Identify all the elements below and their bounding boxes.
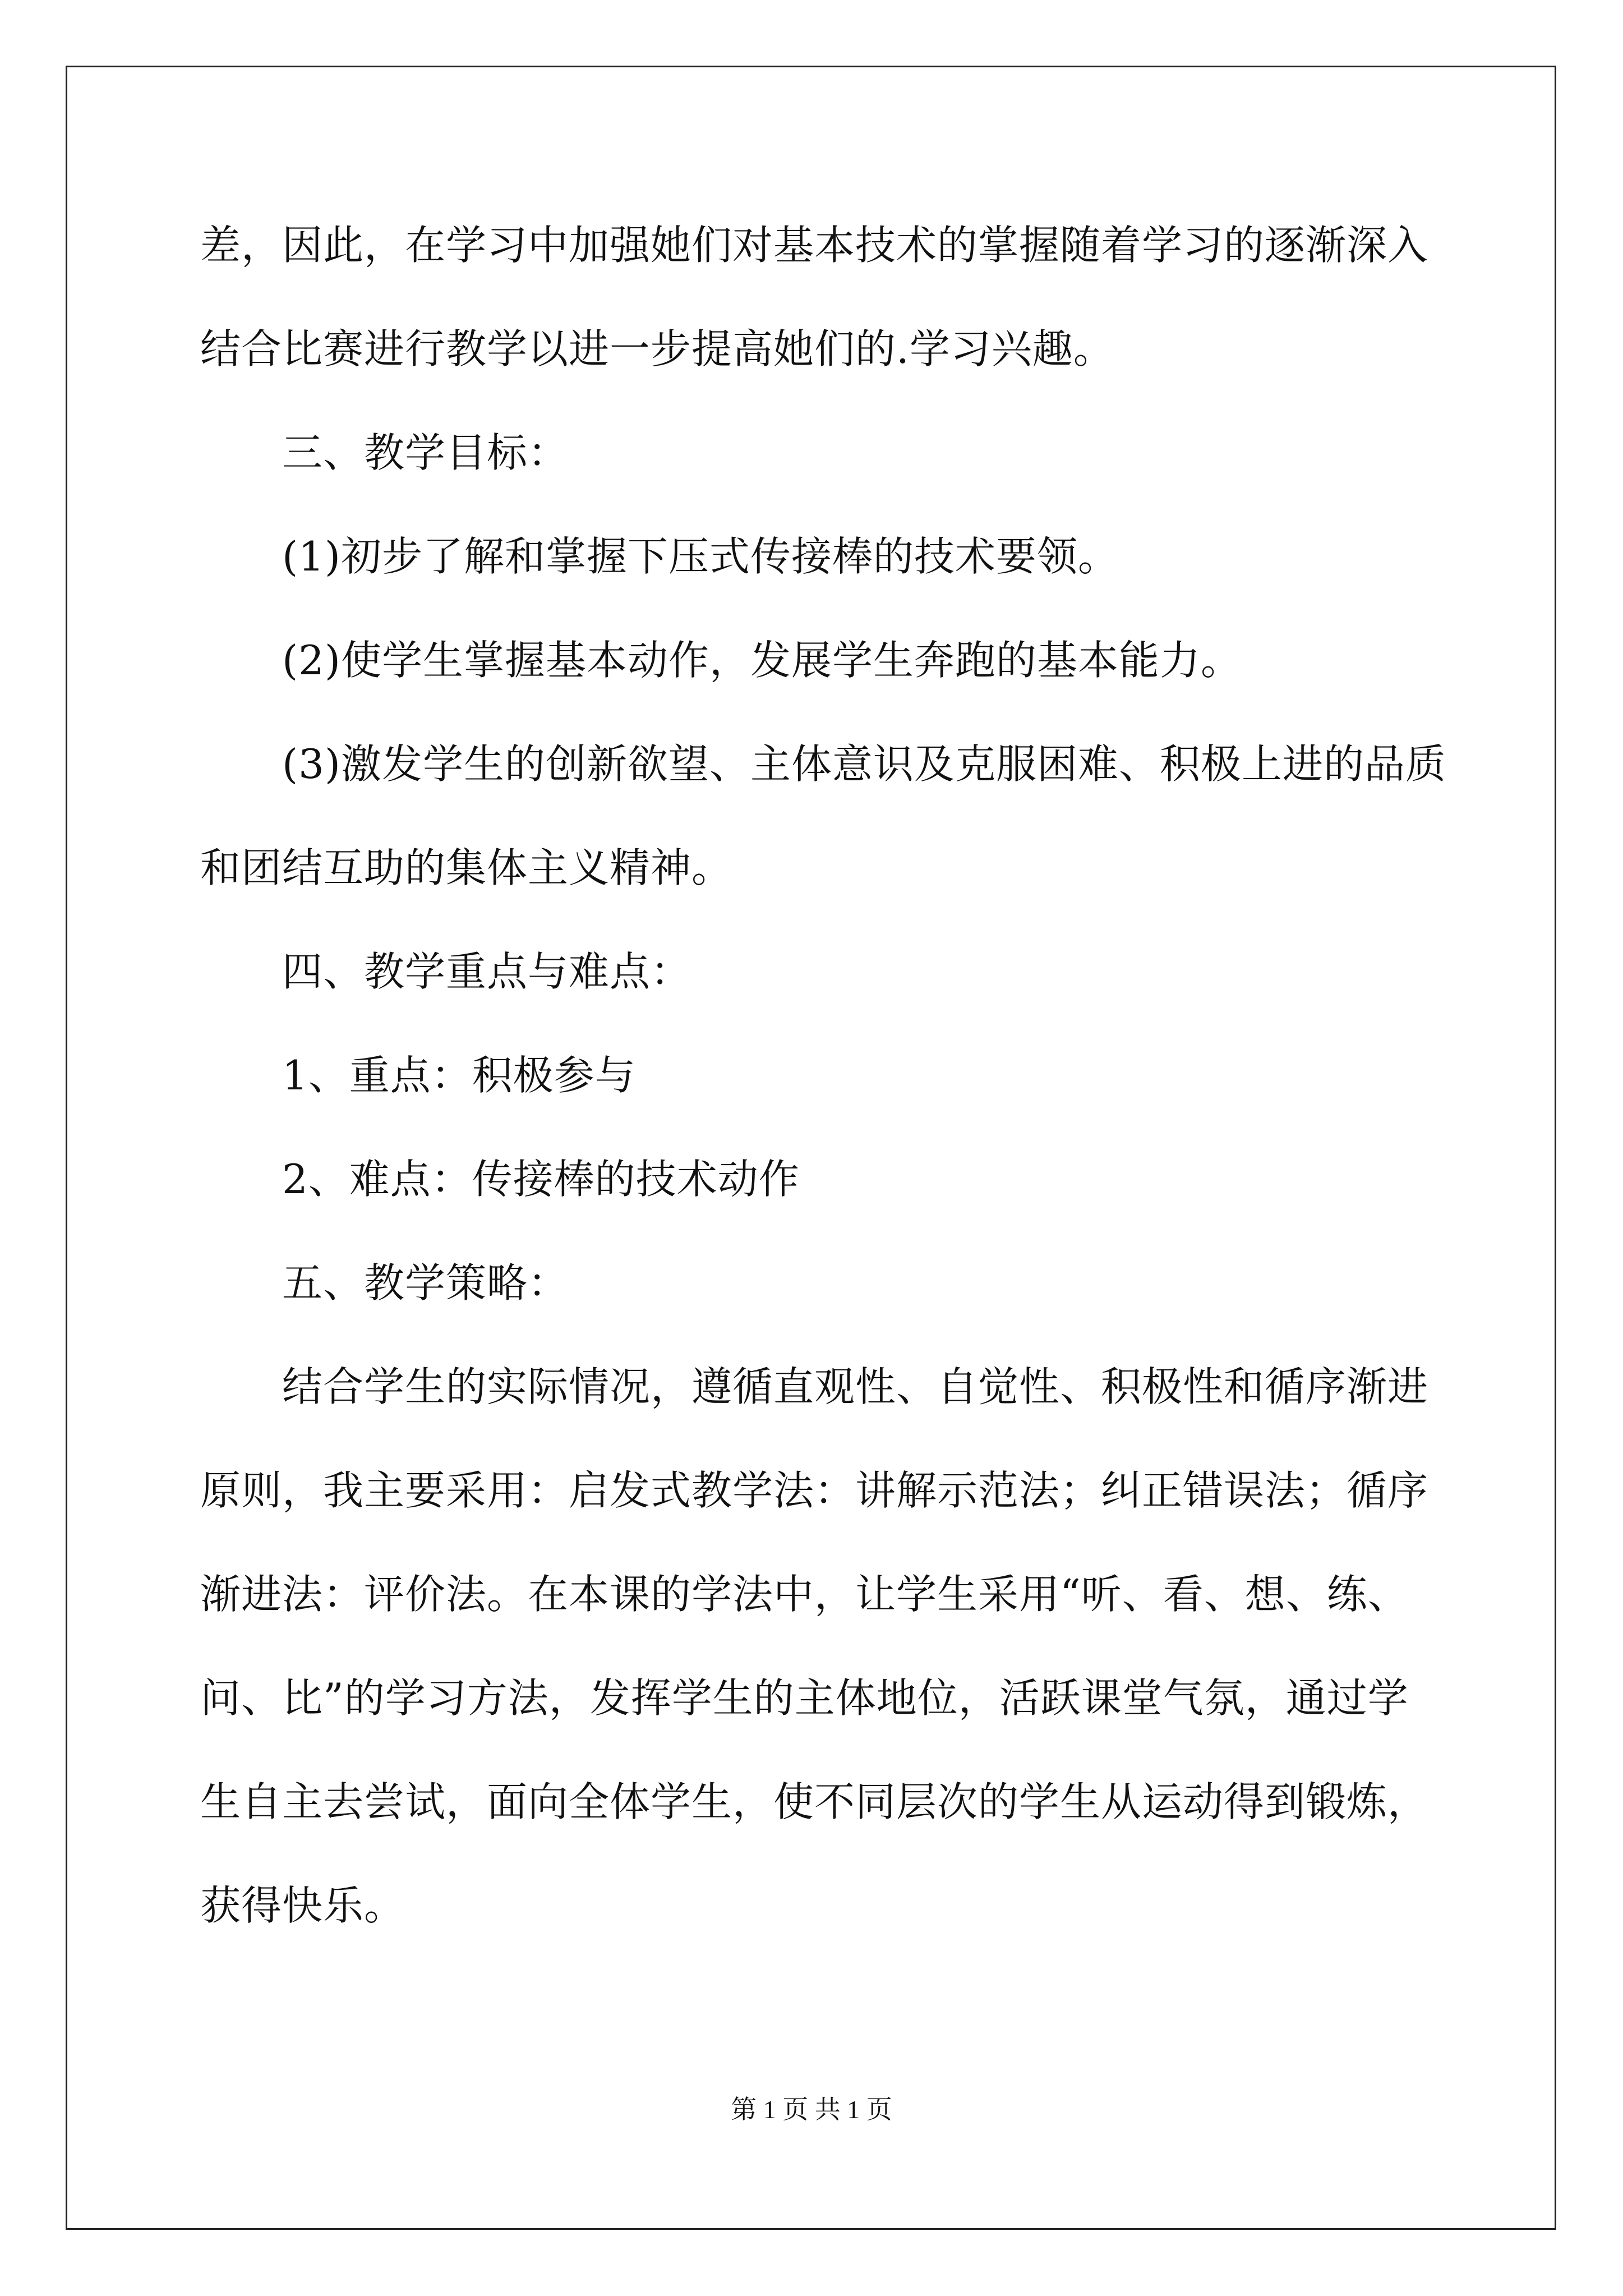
paragraph-line: 问、比”的学习方法，发挥学生的主体地位，活跃课堂气氛，通过学 — [200, 1674, 1409, 1722]
section-heading: 四、教学重点与难点： — [282, 948, 692, 995]
list-item: (1)初步了解和掌握下压式传接棒的技术要领。 — [282, 533, 1119, 580]
paragraph-line: 结合学生的实际情况，遵循直观性、自觉性、积极性和循序渐进 — [282, 1363, 1429, 1410]
paragraph-line: 和团结互助的集体主义精神。 — [200, 844, 733, 891]
paragraph-line: 渐进法：评价法。在本课的学法中，让学生采用“听、看、想、练、 — [200, 1571, 1409, 1618]
list-item: (3)激发学生的创新欲望、主体意识及克服困难、积极上进的品质 — [282, 740, 1446, 788]
paragraph-line: 原则，我主要采用：启发式教学法：讲解示范法；纠正错误法；循序 — [200, 1467, 1429, 1514]
page-number-footer: 第 1 页 共 1 页 — [731, 2095, 892, 2124]
section-heading: 三、教学目标： — [282, 429, 569, 476]
paragraph-line: 差，因此，在学习中加强她们对基本技术的掌握随着学习的逐渐深入 — [200, 222, 1429, 269]
paragraph-line: 结合比赛进行教学以进一步提高她们的.学习兴趣。 — [200, 325, 1114, 372]
paragraph-line: 获得快乐。 — [200, 1882, 405, 1929]
section-heading: 五、教学策略： — [282, 1259, 569, 1306]
list-item: 1、重点：积极参与 — [282, 1052, 636, 1099]
paragraph-line: 生自主去尝试，面向全体学生，使不同层次的学生从运动得到锻炼， — [200, 1778, 1429, 1825]
list-item: 2、难点：传接棒的技术动作 — [282, 1156, 800, 1203]
list-item: (2)使学生掌握基本动作，发展学生奔跑的基本能力。 — [282, 637, 1242, 684]
